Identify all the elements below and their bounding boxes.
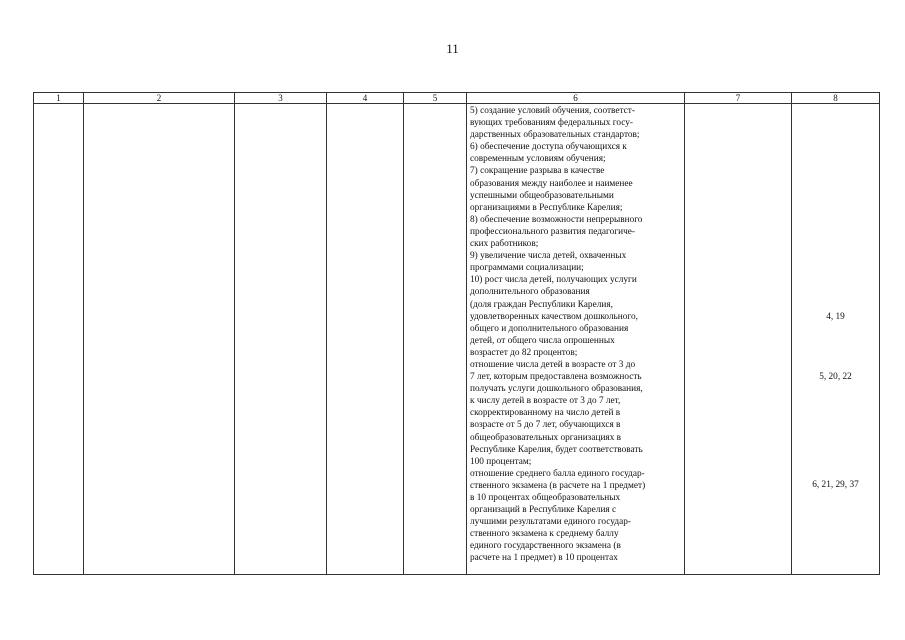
text-line: в 10 процентах общеобразовательных xyxy=(470,493,621,503)
text-line: общеобразовательных организациях в xyxy=(470,432,622,443)
text-line: отношение среднего балла единого государ- xyxy=(470,468,645,479)
text-line: единого государственного экзамена (в xyxy=(470,541,621,552)
column-header-7: 7 xyxy=(685,93,792,104)
text-line: организаций в Республике Карелия с xyxy=(470,505,617,516)
text-line: 100 процентам; xyxy=(470,456,532,467)
text-line: ственного экзамена к среднему баллу xyxy=(470,529,619,540)
text-line: 9) увеличение числа детей, охваченных xyxy=(470,251,627,262)
text-line: общего и дополнительного образования xyxy=(470,323,629,334)
cell-col-2 xyxy=(84,104,235,575)
text-line: к числу детей в возрасте от 3 до 7 лет, xyxy=(470,396,621,407)
text-line: 7) сокращение разрыва в качестве xyxy=(470,166,605,177)
text-line: 7 лет, которым предоставлена возможность xyxy=(470,372,642,383)
text-line: детей, от общего числа опрошенных xyxy=(470,335,615,346)
cell-col-1 xyxy=(34,104,84,575)
text-line: 10) рост числа детей, получающих услуги xyxy=(470,275,637,286)
text-line: скорректированному на число детей в xyxy=(470,408,621,419)
text-line: 8) обеспечение возможности непрерывного xyxy=(470,214,643,225)
text-line: профессионального развития педагогиче- xyxy=(470,226,635,237)
cell-col-8 xyxy=(792,104,880,575)
text-line: 5) создание условий обучения, соответст- xyxy=(470,106,635,116)
text-line: расчете на 1 предмет) в 10 процентах xyxy=(470,553,618,564)
cell-col-3 xyxy=(235,104,327,575)
column-header-6: 6 xyxy=(467,93,685,104)
text-line: удовлетворенных качеством дошкольного, xyxy=(470,311,638,322)
text-line: организациями в Республике Карелия; xyxy=(470,202,623,213)
text-line: ских работников; xyxy=(470,239,539,250)
text-line: ственного экзамена (в расчете на 1 предмет) xyxy=(470,480,646,491)
indicators-table xyxy=(33,92,880,575)
text-line: современным условиям обучения; xyxy=(470,154,606,165)
text-line: успешными общеобразовательными xyxy=(470,190,614,201)
text-line: образования между наиболее и наименее xyxy=(470,178,633,189)
cell-col-4 xyxy=(327,104,404,575)
text-line: дополнительного образования xyxy=(470,287,590,298)
text-line: возрастет до 82 процентов; xyxy=(470,347,578,358)
text-line: Республике Карелия, будет соответствовать xyxy=(470,444,643,455)
indicator-reference: 4, 19 xyxy=(826,312,845,322)
cell-col-6 xyxy=(467,104,685,575)
column-header-1: 1 xyxy=(34,93,84,104)
table-row xyxy=(34,104,880,575)
indicator-reference: 6, 21, 29, 37 xyxy=(812,480,859,490)
text-line: возрасте от 5 до 7 лет, обучающихся в xyxy=(470,420,621,431)
column-header-4: 4 xyxy=(327,93,404,104)
column-header-8: 8 xyxy=(792,93,880,104)
column-header-3: 3 xyxy=(235,93,327,104)
text-line: отношение числа детей в возрасте от 3 до xyxy=(470,359,636,370)
column-header-5: 5 xyxy=(404,93,467,104)
text-line: 6) обеспечение доступа обучающихся к xyxy=(470,142,627,153)
indicator-reference: 5, 20, 22 xyxy=(819,372,852,382)
cell-col-7 xyxy=(685,104,792,575)
text-line: программами социализации; xyxy=(470,263,584,274)
column-header-2: 2 xyxy=(84,93,235,104)
text-line: лучшими результатами единого государ- xyxy=(470,517,631,528)
cell-col-5 xyxy=(404,104,467,575)
text-line: (доля граждан Республики Карелия, xyxy=(470,299,613,310)
text-line: вующих требованиям федеральных госу- xyxy=(470,118,633,129)
expected-results-text xyxy=(467,104,684,565)
text-line: получать услуги дошкольного образования, xyxy=(470,384,643,395)
column-number-row xyxy=(34,93,880,104)
text-line: дарственных образовательных стандартов; xyxy=(470,130,640,141)
page-number: 11 xyxy=(446,41,459,56)
